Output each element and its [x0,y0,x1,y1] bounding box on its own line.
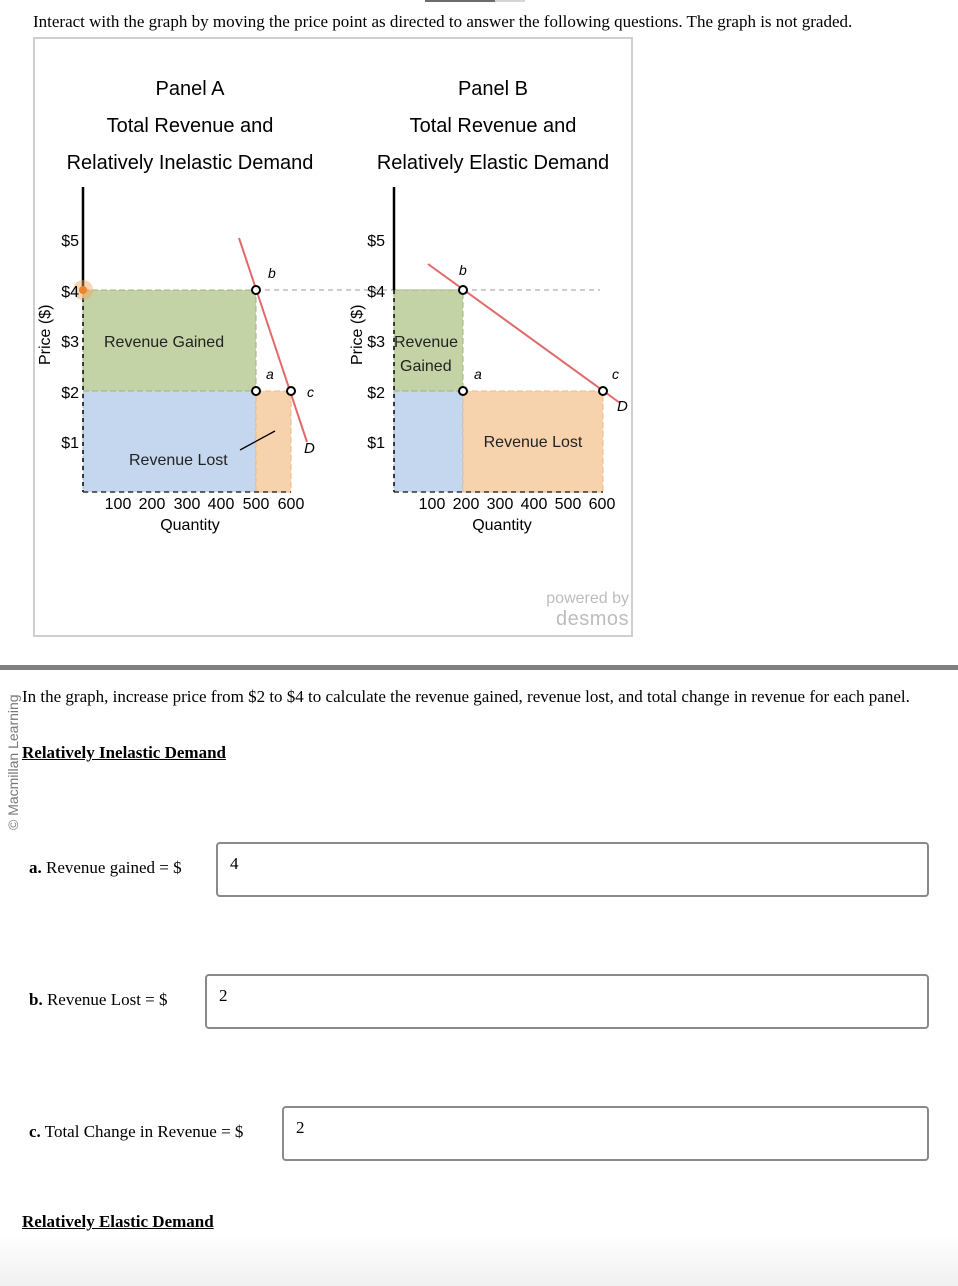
panel-b-point-c [599,387,607,395]
panel-a-point-b [252,286,260,294]
section-divider [0,665,958,670]
panel-b-ytick-1: $1 [367,435,385,452]
panel-a-title-line-2: Total Revenue and [106,115,274,137]
panel-a-xtick-400: 400 [207,496,235,513]
panel-b-ytick-3: $3 [367,334,385,351]
panel-b-revenue-gained-label-2: Gained [400,358,452,375]
panel-a-point-a [252,387,260,395]
panel-a-base-revenue-region [83,391,256,492]
panel-b-title-line-2: Total Revenue and [409,115,577,137]
label-text-b: Revenue Lost = $ [46,990,168,1009]
panel-a-label-b: b [268,265,276,281]
panel-b-x-label: Quantity [472,517,532,534]
panel-b-revenue-lost-label: Revenue Lost [483,434,583,451]
total-change-value: 2 [296,1118,305,1137]
revenue-lost-input[interactable] [205,974,929,1029]
panel-b-point-b [459,286,467,294]
panel-a-label-a: a [266,366,274,382]
panel-b-label-a: a [474,366,482,382]
graph-canvas[interactable] [35,39,631,635]
panel-b-xtick-600: 600 [588,496,616,513]
label-letter-a: a. [29,858,42,877]
label-letter-c: c. [29,1122,41,1141]
panel-b-xtick-400: 400 [520,496,548,513]
heading-inelastic: Relatively Inelastic Demand [22,743,226,762]
panel-b-title-line-1: Panel B [457,78,529,100]
copyright-watermark: © Macmillan Learning [5,694,21,830]
label-revenue-gained [29,858,182,878]
panel-b-ytick-5: $5 [367,233,385,250]
panel-a-ytick-5: $5 [61,233,79,250]
label-total-change [29,1122,243,1142]
panel-a-x-label: Quantity [160,517,220,534]
revenue-gained-value: 4 [230,854,239,873]
bottom-fade [0,1235,958,1286]
top-progress-bar-track [495,0,525,2]
panel-a-xtick-300: 300 [173,496,201,513]
panel-b-xtick-100: 100 [418,496,446,513]
desmos-logo: desmos [555,608,629,630]
question-prompt: In the graph, increase price from $2 to $4 to calculate the revenue gained, revenue lost, and total change in revenue for each panel. [22,687,910,706]
panel-a-xtick-500: 500 [242,496,270,513]
powered-by-text: powered by [546,590,629,607]
price-handle[interactable] [79,286,87,294]
label-letter-b: b. [29,990,43,1009]
revenue-lost-value: 2 [219,986,228,1005]
instruction-text: Interact with the graph by moving the price point as directed to answer the following questions. The graph is not graded. [33,12,853,31]
desmos-graph[interactable] [33,37,633,637]
label-revenue-lost [29,990,168,1010]
panel-a-title-line-1: Panel A [155,78,225,100]
panel-b-label-demand: D [617,398,628,415]
panel-a-title-line-3: Relatively Inelastic Demand [66,152,314,174]
panel-b-ytick-4: $4 [367,284,385,301]
panel-a-ytick-2: $2 [61,385,79,402]
label-text-c: Total Change in Revenue = $ [44,1122,244,1141]
panel-b-xtick-300: 300 [486,496,514,513]
top-progress-bar [425,0,495,2]
panel-a-ytick-1: $1 [61,435,79,452]
panel-a-y-label: Price ($) [37,304,54,365]
panel-b-xtick-500: 500 [554,496,582,513]
heading-elastic: Relatively Elastic Demand [22,1212,214,1231]
panel-a-point-c [287,387,295,395]
panel-b-plot [349,187,628,534]
label-text-a: Revenue gained = $ [46,858,182,877]
panel-b-point-a [459,387,467,395]
panel-a-xtick-200: 200 [138,496,166,513]
panel-a-ytick-4: $4 [61,284,79,301]
panel-a-xtick-600: 600 [277,496,305,513]
panel-b-base-revenue-region [394,391,463,492]
panel-b-xtick-200: 200 [452,496,480,513]
total-change-input[interactable] [282,1106,929,1161]
panel-b-label-b: b [459,262,467,278]
panel-a-label-c: c [307,384,314,400]
panel-b-y-label: Price ($) [349,304,366,365]
panel-a-xtick-100: 100 [104,496,132,513]
panel-b-label-c: c [612,366,619,382]
panel-a-label-demand: D [304,440,315,457]
panel-b-title-line-3: Relatively Elastic Demand [376,152,610,174]
panel-b-revenue-gained-label-1: Revenue [394,334,459,351]
panel-a-ytick-3: $3 [61,334,79,351]
panel-b-ytick-2: $2 [367,385,385,402]
panel-a-revenue-lost-region [256,391,291,492]
panel-a-revenue-gained-label: Revenue Gained [104,334,225,351]
desmos-branding [546,589,629,629]
revenue-gained-input[interactable] [216,842,929,897]
panel-a-revenue-lost-label: Revenue Lost [129,452,228,469]
